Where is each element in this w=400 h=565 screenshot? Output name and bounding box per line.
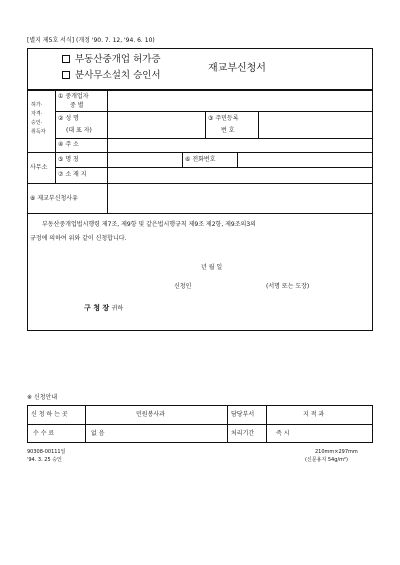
declaration-line-1: 부동산중개업법시행령 제7조, 제9항 및 같은법시행규칙 제9조 제2항, 제9조의3의	[42, 221, 256, 228]
footer-paper-type: (신문용지 54g/m²)	[305, 457, 348, 463]
guide-fee-label: 수 수 료	[33, 430, 55, 437]
form-title: 재교부신청서	[208, 63, 266, 74]
field-broker-type-input[interactable]	[109, 92, 371, 110]
field-broker-type-label-2: 중 별	[70, 102, 84, 109]
form-reference: [별지 제5호 서식] (개정 '90. 7. 12, '94. 6. 10)	[27, 37, 155, 44]
footer-approval: '94. 3. 25 승인	[27, 457, 62, 463]
field-name-input[interactable]	[109, 113, 203, 137]
guide-department-value: 지 적 과	[303, 411, 325, 418]
field-phone-input[interactable]	[239, 154, 371, 166]
field-location-label: ⑦ 소 재 지	[58, 171, 87, 178]
field-broker-type-label: ① 중개업자	[58, 93, 89, 100]
field-phone-label: ⑥ 전화번호	[185, 156, 216, 163]
field-reason-label: ⑧ 재교부신청사유	[30, 195, 78, 202]
guide-processing-value: 즉 시	[276, 430, 290, 437]
field-address-label: ④ 주 소	[58, 141, 79, 148]
group-office-label: 사무소	[30, 164, 48, 171]
title-option-1: 부동산중개업 허가증	[62, 55, 161, 65]
guide-processing-label: 처리기간	[231, 430, 255, 437]
application-date: 년 월 일	[201, 264, 223, 271]
declaration-line-2: 규정에 의하여 위와 같이 신청합니다.	[30, 235, 127, 242]
field-office-name-input[interactable]	[109, 154, 180, 166]
field-office-name-label: ⑤ 명 칭	[58, 156, 79, 163]
field-reason-input[interactable]	[109, 185, 371, 213]
guide-office-label: 신 청 하 는 곳	[31, 411, 68, 418]
recipient: 구 청 장 귀하	[84, 304, 124, 312]
footer-form-code: 90308-00111일	[27, 449, 66, 455]
title-option-2: 분사무소설치 승인서	[62, 71, 161, 81]
guide-fee-value: 없 음	[91, 430, 105, 437]
field-resident-no-input[interactable]	[260, 113, 371, 137]
field-resident-no-label: ③ 주민등록	[208, 115, 239, 122]
field-name-label: ② 성 명	[58, 115, 79, 122]
guide-title: ※ 신청안내	[27, 394, 58, 401]
field-address-input[interactable]	[109, 140, 371, 151]
declaration-section	[27, 214, 373, 331]
applicant-label: 신청인	[174, 283, 192, 290]
guide-office-value: 민원봉사과	[136, 411, 165, 418]
field-name-sublabel: (대 표 자)	[66, 127, 92, 134]
applicant-signature-note: (서명 또는 도장)	[266, 283, 310, 290]
field-resident-no-label-2: 번 호	[221, 127, 235, 134]
checkbox-permit[interactable]	[62, 55, 70, 63]
footer-paper-size: 210mm×297mm	[315, 449, 358, 455]
field-location-input[interactable]	[109, 169, 371, 182]
guide-department-label: 담당부서	[231, 411, 255, 418]
applicant-name-input[interactable]	[200, 280, 260, 292]
checkbox-branch[interactable]	[62, 71, 70, 79]
group-permit-holder-label: 허가· 자격· 승인· 취득자	[31, 102, 46, 135]
